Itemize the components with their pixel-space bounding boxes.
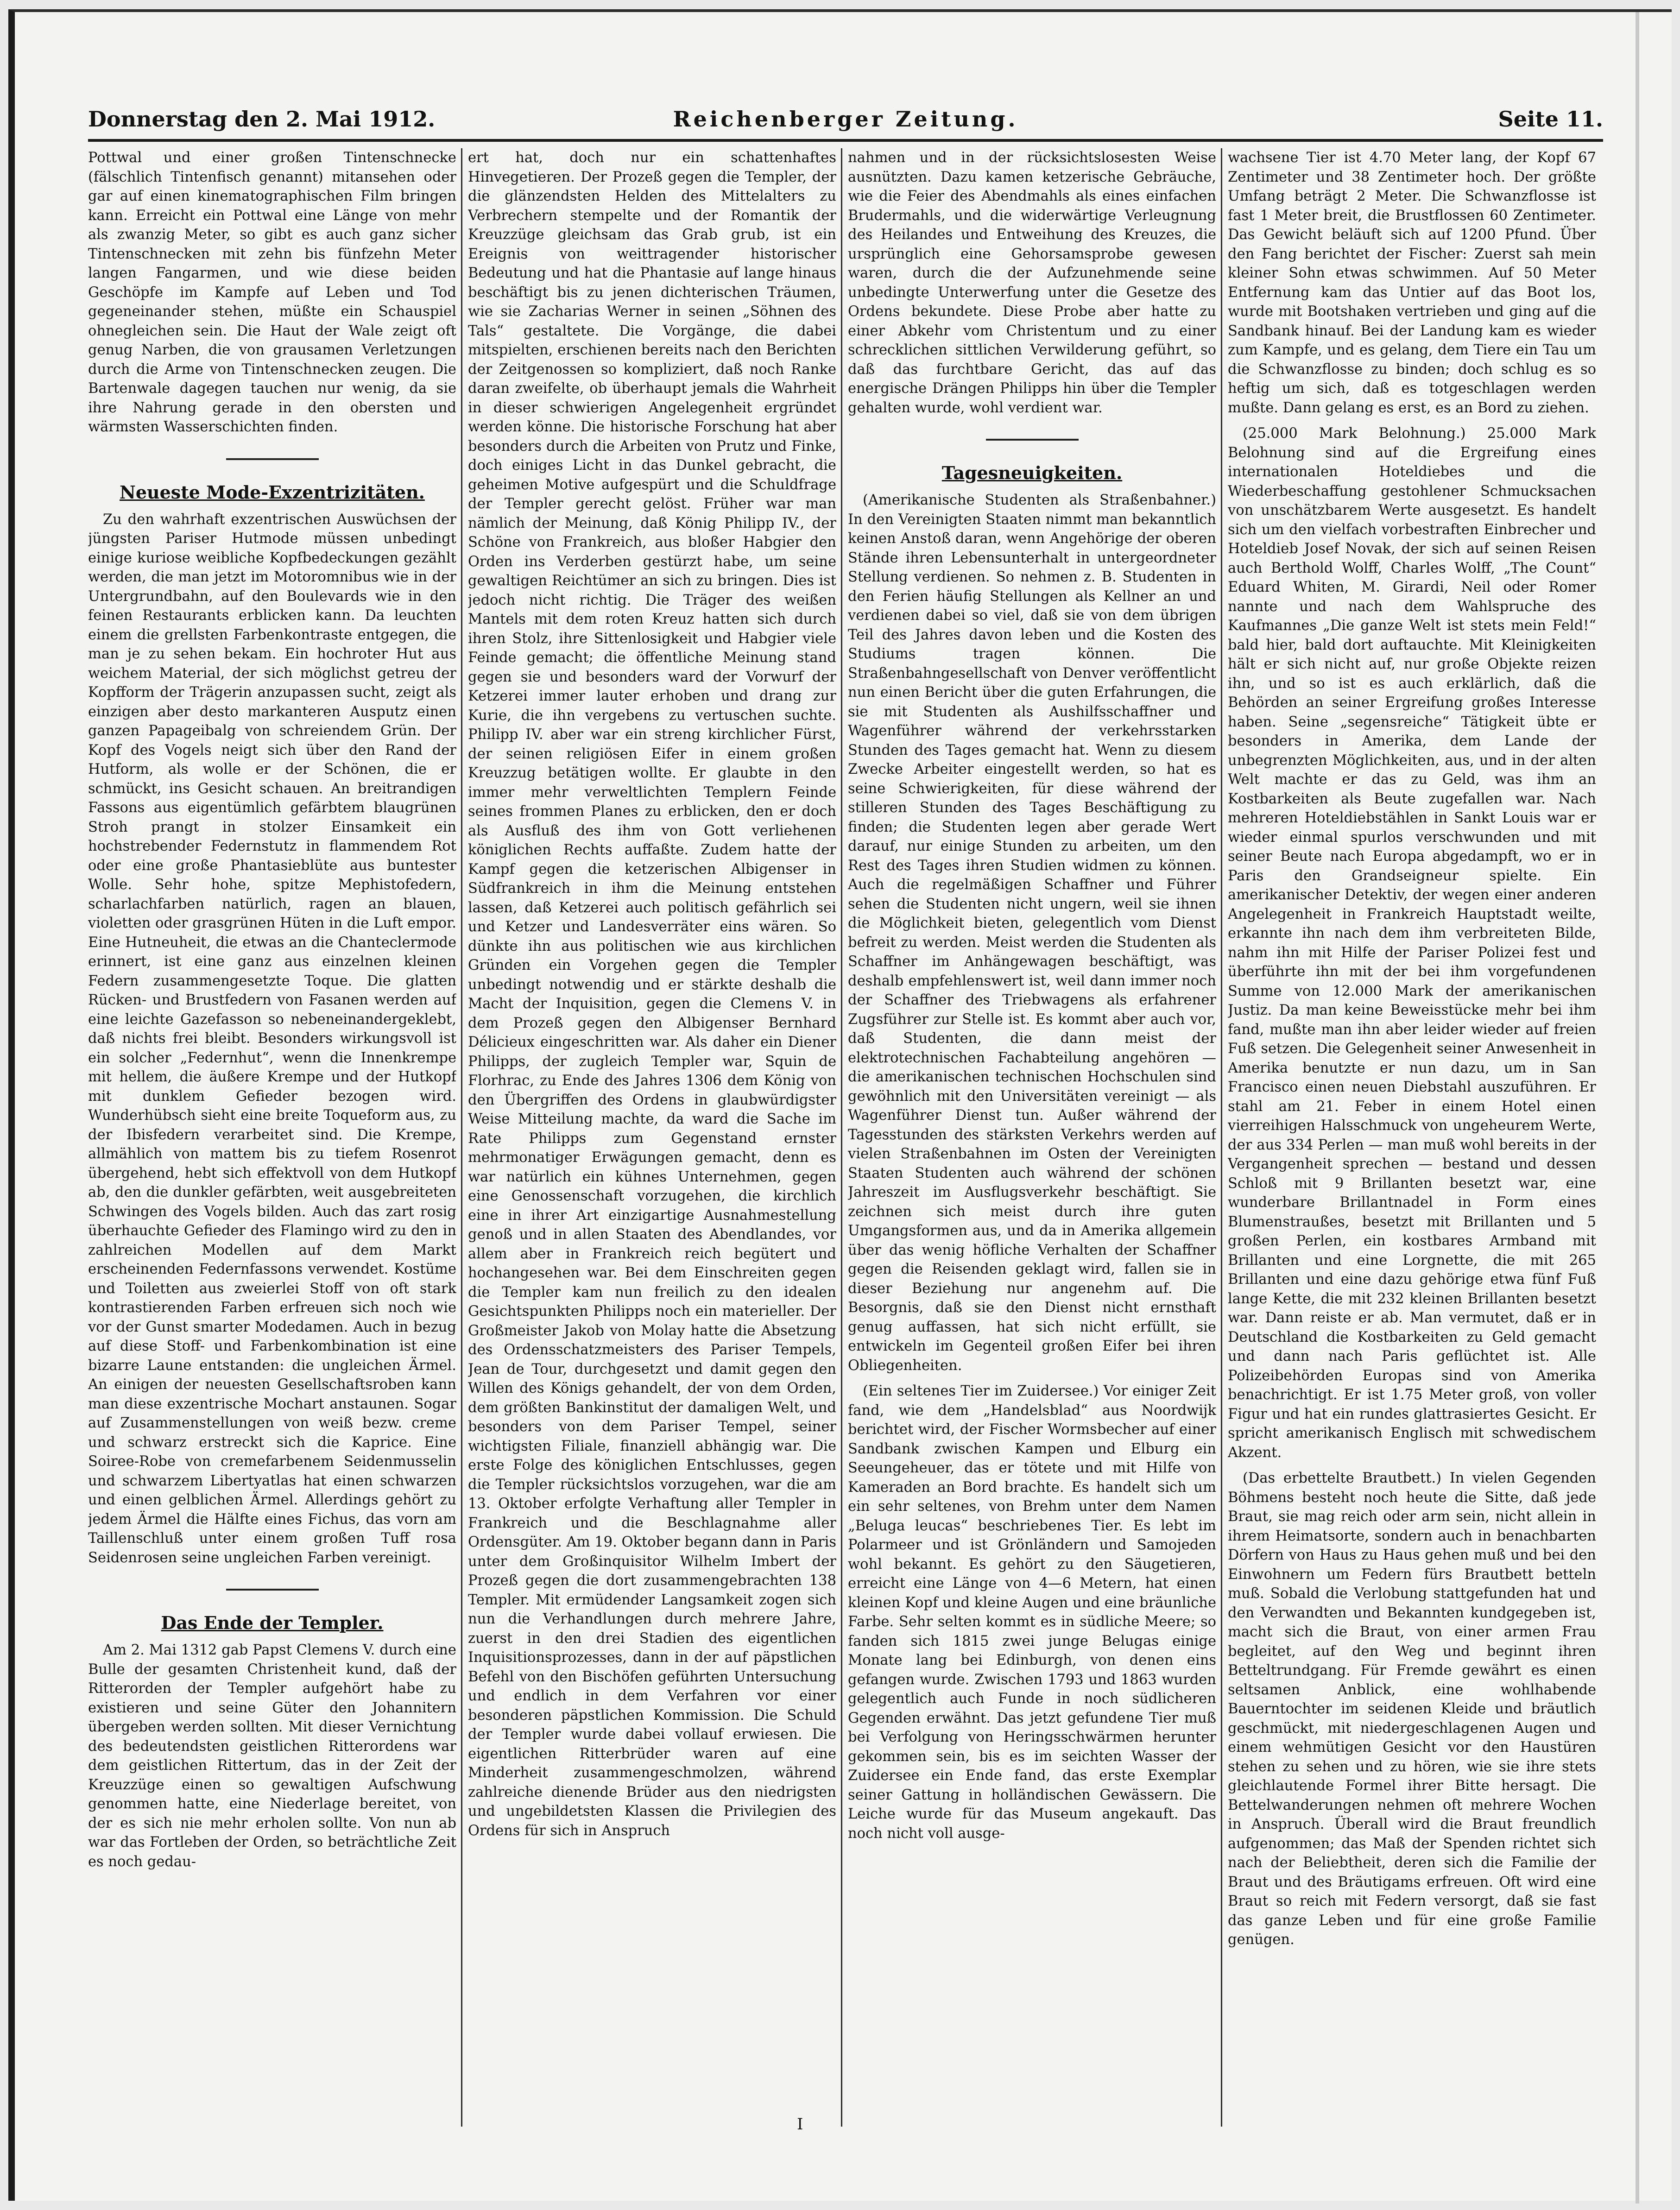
article-heading-templer: Das Ende der Templer.: [161, 1612, 384, 1633]
article-separator: [226, 1589, 319, 1591]
article-paragraph: Pottwal und einer großen Tintenschnecke (fälschlich Tintenfisch genannt) mitansehen oder gar auf einen kinematographischen Film bringen kann. Erreicht ein Pottwal eine Länge von mehr als zwanzig Meter, so gibt es auch ganz sicher Tintenschnecken mit zehn bis fünfzehn Meter langen Fangarmen, und wie diese beiden Geschöpfe im Kampfe auf Leben und Tod gegeneinander stehen, müßte ein Schauspiel ohnegleichen sein. Die Haut der Wale zeigt oft genug Narben, die von grausamen Verletzungen durch die Arme von Tintenschnecken zeugen. Die Bartenwale dagegen tauchen nur wenig, da sie ihre Nahrung gerade in den obersten und wärmsten Wasserschichten finden.: [88, 150, 456, 435]
news-item: (Amerikanische Studenten als Straßenbahner.) In den Vereinigten Staaten nimmt man bekanntlich keinen Anstoß daran, wenn Angehörige der oberen Stände ihren Lebensunterhalt in untergeordneter Stellung verdienen. So nehmen z. B. Studenten in den Ferien häufig Stellungen als Kellner an und verdienen dabei so viel, daß sie von dem übrigen Teil des Jahres davon leben und die Kosten des Studiums tragen können. Die Straßenbahngesellschaft von Denver veröffentlicht nun einen Bericht über die guten Erfahrungen, die sie mit Studenten als Aushilfsschaffner und Wagenführer während der verkehrsstarken Stunden des Tages gemacht hat. Wenn zu diesem Zwecke Arbeiter eingestellt werden, so hat es seine Schwierigkeiten, für diese während der stilleren Stunden des Tages Beschäftigung zu finden; die Studenten legen aber gerade Wert darauf, nur einige Stunden zu arbeiten, um den Rest des Tages ihren Studien widmen zu können. Auch die regelmäßigen Schaffner und Führer sehen die Studenten nicht ungern, weil sie ihnen die Möglichkeit bieten, gelegentlich vom Dienst befreit zu werden. Meist werden die Studenten als Schaffner im Anhängewagen beschäftigt, was deshalb empfehlenswert ist, weil dann immer noch der Schaffner des Triebwagens als erfahrener Zugsführer zur Stelle ist. Es kommt aber auch vor, daß Studenten, die dann meist der elektrotechnischen Fachabteilung angehören — die amerikanischen technischen Hochschulen sind gewöhnlich mit den Universitäten vereinigt — als Wagenführer Dienst tun. Außer während der Tagesstunden des stärksten Verkehrs werden auf vielen Straßenbahnen im Osten der Vereinigten Staaten Studenten auch während der schönen Jahreszeit im Ausflugsverkehr beschäftigt. Sie zeichnen sich meist durch ihre guten Umgangsformen aus, und da in Amerika allgemein über das wenig höfliche Verhalten der Schaffner gegen die Reisenden geklagt wird, fallen sie in dieser Beziehung nur angenehm auf. Die Besorgnis, daß sie den Dienst nicht ernsthaft genug auffassen, hat sich nicht erfüllt, sie entwickeln im Gegenteil großen Eifer bei ihren Obliegenheiten.: [848, 492, 1216, 1374]
article-paragraph: Zu den wahrhaft exzentrischen Auswüchsen der jüngsten Pariser Hutmode müssen unbedingt einige kuriose weibliche Kopfbedeckungen gezählt werden, die man jetzt im Motoromnibus wie in der Untergrundbahn, auf den Boulevards wie in den feinen Restaurants erblicken kann. Da leuchten einem die grellsten Farbenkontraste entgegen, die man je zu sehen bekam. Ein hochroter Hut aus weichem Material, der sich möglichst getreu der Kopfform der Trägerin anzupassen sucht, zeigt als einzigen aber desto markanteren Ausputz einen ganzen Papageibalg von schreiendem Grün. Der Kopf des Vogels neigt sich über den Rand der Hutform, als wolle er der Schönen, die er schmückt, ins Gesicht schauen. An breitrandigen Fassons aus eigentümlich gefärbtem blaugrünen Stroh prangt in stolzer Einsamkeit ein hochstrebender Federnstutz in flammendem Rot oder eine große Phantasieblüte aus buntester Wolle. Sehr hohe, spitze Mephistofedern, scharlachfarben natürlich, ragen an blauen, violetten oder grasgrünen Hüten in die Luft empor. Eine Hutneuheit, die etwas an die Chanteclermode erinnert, ist eine ganz aus einzelnen kleinen Federn zusammengesetzte Toque. Die glatten Rücken- und Brustfedern von Fasanen werden auf eine leichte Gazefasson so nebeneinandergeklebt, daß nichts frei bleibt. Besonders wirkungsvoll ist ein solcher „Federnhut“, wenn die Innenkrempe mit hellem, die äußere Krempe und der Hutkopf mit dunklem Gefieder bezogen wird. Wunderhübsch sieht eine breite Toqueform aus, zu der Ibisfedern verarbeitet sind. Die Krempe, allmählich von mattem bis zu tiefem Rosenrot übergehend, hebt sich effektvoll von dem Hutkopf ab, den die dunkler gefärbten, weit ausgebreiteten Schwingen des Vogels bilden. Auch das zart rosig überhauchte Gefieder des Flamingo wird zu den in zahlreichen Modellen auf dem Markt erscheinenden Federnfassons verwendet. Kostüme und Toiletten aus zweierlei Stoff von oft stark kontrastierenden Farben erfreuen sich noch wie vor der Gunst smarter Modedamen. Auch in bezug auf diese Stoff- und Farbenkombination ist eine bizarre Laune entstanden: die ungleichen Ärmel. An einigen der neuesten Gesellschaftsroben kann man diese exzentrische Mochart anstaunen. Sogar auf Zusammenstellungen von weiß bezw. creme und schwarz erstreckt sich die Kaprice. Eine Soiree-Robe von cremefarbenem Seidenmusselin und schwarzem Libertyatlas hat einen schwarzen und einen gelblichen Ärmel. Allerdings gehört zu jedem Ärmel die Hälfte eines Fichus, das vorn am Taillenschluß unter einem großen Tuff rosa Seidenrosen seine ungleichen Farben vereinigt.: [88, 511, 456, 1566]
column-divider: [1221, 148, 1222, 2127]
news-item: (25.000 Mark Belohnung.) 25.000 Mark Belohnung sind auf die Ergreifung eines internationalen Hoteldiebes und die Wiederbeschaffung gestohlener Schmucksachen von unschätzbarem Werte ausgesetzt. Es handelt sich um den vielfach vorbestraften Einbrecher und Hoteldieb Josef Novak, der sich auf seinen Reisen auch Berthold Wolff, Charles Wolff, „The Count“ Eduard Whiten, M. Girardi, Neil oder Romer nannte und nach dem Wahlspruche des Kaufmannes „Die ganze Welt ist stets mein Feld!“ bald hier, bald dort auftauchte. Mit Kleinigkeiten hält er sich nicht auf, nur große Objekte reizen ihn, und so ist es auch erklärlich, daß die Behörden an seiner Ergreifung großes Interesse haben. Seine „segensreiche“ Tätigkeit übte er besonders in Amerika, dem Lande der unbegrenzten Möglichkeiten, aus, und in der alten Welt machte er das zu Geld, was ihm an Kostbarkeiten als Beute zugefallen war. Nach mehreren Hoteldiebstählen in Sankt Louis war er wieder einmal spurlos verschwunden und mit seiner Beute nach Europa abgedampft, wo er in Paris den Grandseigneur spielte. Ein amerikanischer Detektiv, der wegen einer anderen Angelegenheit in Frankreich Hauptstadt weilte, erkannte ihn nach dem ihm verbreiteten Bilde, nahm ihn mit Hilfe der Pariser Polizei fest und überführte ihn mit der bei ihm vorgefundenen Summe von 12.000 Mark der amerikanischen Justiz. Da man keine Beweisstücke mehr bei ihm fand, mußte man ihn aber leider wieder auf freien Fuß setzen. Die Gelegenheit seiner Anwesenheit in Amerika benutzte er nun dazu, um in San Francisco einen neuen Diebstahl auszuführen. Er stahl am 21. Feber in einem Hotel einen vierreihigen Halsschmuck von ungeheurem Werte, der aus 334 Perlen — man muß wohl bereits in der Vergangenheit sprechen — bestand und dessen Schloß mit 9 Brillanten besetzt war, eine wunderbare Brillantnadel in Form eines Blumenstraußes, besetzt mit Brillanten und 5 großen Perlen, ein kostbares Armband mit Brillanten und eine Lorgnette, die mit 265 Brillanten und eine dazu gehörige etwa fünf Fuß lange Kette, die mit 232 kleinen Brillanten besetzt war. Dann reiste er ab. Man vermutet, daß er in Deutschland die Kostbarkeiten zu Geld gemacht und dann nach Paris geflüchtet ist. Alle Polizeibehörden Europas sind von Amerika benachrichtigt. Er ist 1.75 Meter groß, von voller Figur und hat ein rundes glattrasiertes Gesicht. Er spricht amerikanisch Englisch mit schwedischem Akzent.: [1228, 425, 1596, 1461]
article-paragraph: ert hat, doch nur ein schattenhaftes Hinvegetieren. Der Prozeß gegen die Templer, der die glänzendsten Helden des Mittelalters zu Verbrechern stempelte und der Romantik der Kreuzzüge gleichsam das Grab grub, ist ein Ereignis von weittragender historischer Bedeutung und hat die Phantasie auf lange hinaus beschäftigt bis zu jenen dichterischen Träumen, wie sie Zacharias Werner in seinen „Söhnen des Tals“ gestaltete. Die Vorgänge, die dabei mitspielten, erschienen bereits nach den Berichten der Zeitgenossen so kompliziert, daß noch Ranke daran zweifelte, ob überhaupt jemals die Wahrheit in dieser schwierigen Angelegenheit ergründet werden könne. Die historische Forschung hat aber besonders durch die Arbeiten von Prutz und Finke, doch einiges Licht in das Dunkel gebracht, die geheimen Motive aufgespürt und die Schuldfrage der Templer gerecht gelöst. Früher war man nämlich der Meinung, daß König Philipp IV., der Schöne von Frankreich, aus bloßer Habgier den Orden ins Verderben gestürzt habe, um seine gewaltigen Reichtümer an sich zu bringen. Dies ist jedoch nicht richtig. Die Träger des weißen Mantels mit dem roten Kreuz hatten sich durch ihren Stolz, ihre Sittenlosigkeit und Habgier viele Feinde gemacht; die öffentliche Meinung stand gegen sie und besonders ward der Vorwurf der Ketzerei immer lauter erhoben und drang zur Kurie, die ihn vergebens zu vertuschen suchte. Philipp IV. aber war ein streng kirchlicher Fürst, der seinen religiösen Eifer in einem großen Kreuzzug betätigen wollte. Er glaubte in den immer mehr verweltlichten Templern Feinde seines frommen Planes zu erblicken, den er doch als Ausfluß des ihm von Gott verliehenen königlichen Rechts auffaßte. Zudem hatte der Kampf gegen die ketzerischen Albigenser in Südfrankreich in ihm die Meinung entstehen lassen, daß Ketzerei auch politisch gefährlich sei und Ketzer und Landesverräter eins wären. So dünkte ihn aus politischen wie aus kirchlichen Gründen ein Vorgehen gegen die Templer unbedingt notwendig und er stärkte deshalb die Macht der Inquisition, gegen die Clemens V. in dem Prozeß gegen den Albigenser Bernhard Délicieux eingeschritten war. Als daher ein Diener Philipps, der zugleich Templer war, Squin de Florhrac, zu Ende des Jahres 1306 dem König von den Übergriffen des Ordens in glaubwürdigster Weise Mitteilung machte, da ward die Sache im Rate Philipps zum Gegenstand ernster mehrmonatiger Erwägungen gemacht, denn es war natürlich ein kühnes Unternehmen, gegen eine Genossenschaft vorzugehen, die kirchlich eine in ihrer Art einzigartige Ausnahmestellung genoß und in allen Staaten des Abendlandes, vor allem aber in Frankreich reich begütert und hochangesehen war. Bei dem Einschreiten gegen die Templer kam nun freilich zu den idealen Gesichtspunkten Philipps noch ein materieller. Der Großmeister Jakob von Molay hatte die Absetzung des Ordensschatzmeisters des Pariser Tempels, Jean de Tour, durchgesetzt und damit gegen den Willen des Königs gehandelt, der von dem Orden, dem größten Bankinstitut der damaligen Welt, und besonders von dem Pariser Tempel, seiner wichtigsten Filiale, finanziell abhängig war. Die erste Folge des königlichen Entschlusses, gegen die Templer rücksichtslos vorzugehen, war die am 13. Oktober erfolgte Verhaftung aller Templer in Frankreich und die Beschlagnahme aller Ordensgüter. Am 19. Oktober begann dann in Paris unter dem Großinquisitor Wilhelm Imbert der Prozeß gegen die dort zusammengebrachten 138 Templer. Mit ermüdender Langsamkeit zogen sich nun die Verhandlungen durch mehrere Jahre, zuerst in den drei Stadien des eigentlichen Inquisitionsprozesses, dann in der auf päpstlichen Befehl von den Bischöfen geführten Untersuchung und endlich in dem Verfahren vor einer besonderen päpstlichen Kommission. Die Schuld der Templer wurde dabei vollauf erwiesen. Die eigentlichen Ritterbrüder waren auf eine Minderheit zusammengeschmolzen, während zahlreiche dienende Brüder aus den niedrigsten und ungebildetsten Klassen die Privilegien des Ordens für sich in Anspruch: [468, 150, 836, 1839]
article-separator: [986, 439, 1079, 441]
column-1: [88, 148, 456, 2131]
page-number: Seite 11.: [1498, 107, 1603, 132]
column-divider: [461, 148, 462, 2127]
column-2: [468, 148, 836, 2131]
page-header: [88, 107, 1603, 139]
page-fold-shadow: [1636, 12, 1639, 2204]
column-divider: [841, 148, 842, 2127]
article-heading-mode: Neueste Mode-Exzentrizitäten.: [120, 481, 425, 503]
article-paragraph: Am 2. Mai 1312 gab Papst Clemens V. durch eine Bulle der gesamten Christenheit kund, daß der Ritterorden der Templer aufgehört habe zu existieren und seine Güter den Johannitern übergeben werden sollten. Mit dieser Vernichtung des bedeutendsten geistlichen Ritterordens war dem geistlichen Rittertum, das in der Zeit der Kreuzzüge einen so gewaltigen Aufschwung genommen hatte, eine Niederlage bereitet, von der es sich nie mehr erholen sollte. Von nun ab war das Fortleben der Orden, so beträchtliche Zeit es noch gedau-: [88, 1642, 456, 1870]
footer-mark: I: [797, 2115, 803, 2134]
column-4: [1228, 148, 1596, 2131]
news-item: (Das erbettelte Brautbett.) In vielen Gegenden Böhmens besteht noch heute die Sitte, daß jede Braut, sie mag reich oder arm sein, nicht allein in ihrem Heimatsorte, sondern auch in benachbarten Dörfern von Haus zu Haus gehen muß und bei den Einwohnern um Federn fürs Brautbett betteln muß. Sobald die Verlobung stattgefunden hat und den Verwandten und Bekannten kundgegeben ist, macht sich die Braut, von einer armen Frau begleitet, auf den Weg und beginnt ihren Betteltrundgang. Für Fremde gewährt es einen seltsamen Anblick, eine wohlhabende Bauerntochter im seidenen Kleide und bräutlich geschmückt, mit niedergeschlagenen Augen und einem wehmütigen Gesicht vor den Haustüren stehen zu sehen und zu hören, wie sie ihre stets gleichlautende Formel ihrer Bitte hersagt. Die Bettelwanderungen nehmen oft mehrere Wochen in Anspruch. Überall wird die Braut freundlich aufgenommen; das Maß der Spenden richtet sich nach der Beliebtheit, deren sich die Familie der Braut und des Bräutigams erfreuen. Oft wird eine Braut so reich mit Federn versorgt, daß sie fast das ganze Leben und für eine große Familie genügen.: [1228, 1470, 1596, 1948]
header-rule: [88, 139, 1603, 142]
article-paragraph: nahmen und in der rücksichtslosesten Weise ausnützten. Dazu kamen ketzerische Gebräuche, wie die Feier des Abendmahls als eines einfachen Brudermahls, und die widerwärtige Verleugnung des Heilandes und Entweihung des Kreuzes, die ursprünglich eine Gehorsamsprobe gewesen waren, durch die der Aufzunehmende seine unbedingte Unterwerfung unter die Gesetze des Ordens bekundete. Diese Probe aber hatte zu einer Abkehr vom Christentum und zu einer schrecklichen sittlichen Verwilderung geführt, so daß das furchtbare Gericht, das auf das energische Drängen Philipps hin über die Templer gehalten wurde, wohl verdient war.: [848, 150, 1216, 416]
column-3: [848, 148, 1216, 2131]
news-item-continued: wachsene Tier ist 4.70 Meter lang, der Kopf 67 Zentimeter und 38 Zentimeter hoch. Der größte Umfang beträgt 2 Meter. Die Schwanzflosse ist fast 1 Meter breit, die Brustflossen 60 Zentimeter. Das Gewicht beläuft sich auf 1200 Pfund. Über den Fang berichtet der Fischer: Zuerst sah mein kleiner Sohn etwas schwimmen. Auf 50 Meter Entfernung kam das Untier auf das Boot los, wurde mit Bootshaken vertrieben und ging auf die Sandbank hinauf. Bei der Landung kam es wieder zum Kampfe, und es gelang, dem Tiere ein Tau um die Schwanzflosse zu binden; doch schlug es so heftig um sich, daß es totgeschlagen werden mußte. Dann gelang es erst, es an Bord zu ziehen.: [1228, 150, 1596, 416]
masthead-title: Reichenberger Zeitung.: [673, 107, 1018, 132]
article-separator: [226, 458, 319, 460]
header-date: Donnerstag den 2. Mai 1912.: [88, 107, 436, 132]
section-heading-tagesneuigkeiten: Tagesneuigkeiten.: [941, 462, 1123, 483]
news-item: (Ein seltenes Tier im Zuidersee.) Vor einiger Zeit fand, wie dem „Handelsblad“ aus Noordwijk berichtet wird, der Fischer Wormsbecher auf einer Sandbank zwischen Kampen und Elburg ein Seeungeheuer, das er tötete und mit Hilfe von Kameraden an Bord brachte. Es handelt sich um ein sehr seltenes, von Brehm unter dem Namen „Beluga leucas“ beschriebenes Tier. Es lebt im Polarmeer und ist Grönländern und Samojeden wohl bekannt. Es gehört zu den Säugetieren, erreicht eine Länge von 4—6 Metern, hat einen kleinen Kopf und kleine Augen und eine bräunliche Farbe. Sehr selten kommt es in südliche Meere; so fanden sich 1815 zwei junge Belugas einige Monate lang bei Edinburgh, von denen eins gefangen wurde. Zwischen 1793 und 1863 wurden gelegentlich auch Funde in noch südlicheren Gegenden erwähnt. Das jetzt gefundene Tier muß bei Verfolgung von Heringsschwärmen herunter gekommen sein, bis es im seichten Wasser der Zuidersee ein Ende fand, das erste Exemplar seiner Gattung in holländischen Gewässern. Die Leiche wurde für das Museum angekauft. Das noch nicht voll ausge-: [848, 1383, 1216, 1842]
